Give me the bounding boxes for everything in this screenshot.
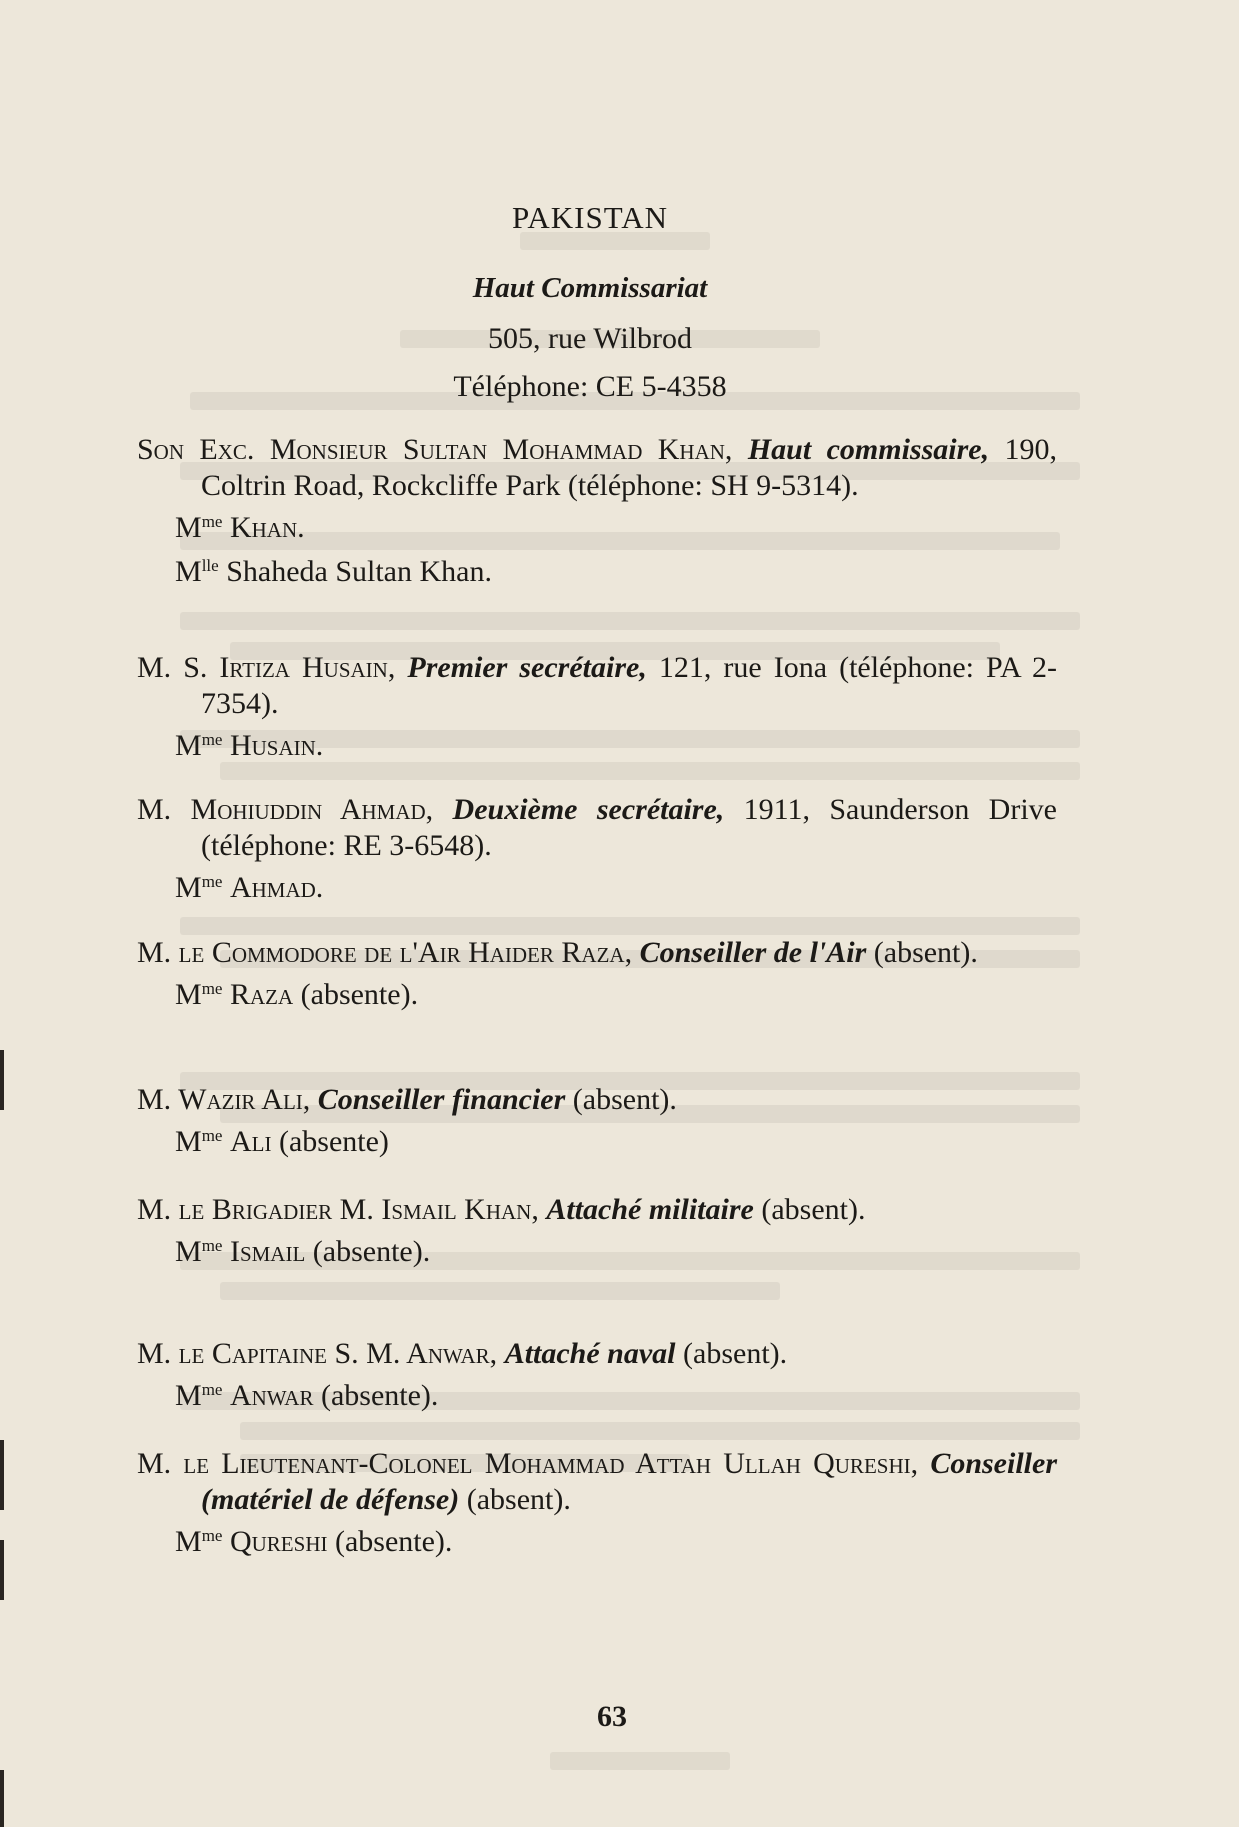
directory-entry xyxy=(137,1446,1057,1560)
spouse-name: Qureshi xyxy=(229,1525,328,1558)
spouse-line xyxy=(137,870,1057,906)
entry-name: M. S. Irtiza Husain, xyxy=(137,651,396,684)
spouse-note: (absente). xyxy=(320,1379,439,1412)
spouse-honorific-sup: me xyxy=(201,872,223,891)
binding-edge xyxy=(0,1050,4,1110)
spouse-name: Ahmad. xyxy=(229,871,324,904)
spouse-name: Husain. xyxy=(229,729,324,762)
spouse-line xyxy=(137,1378,1057,1414)
entry-title: Haut commissaire, xyxy=(747,433,990,466)
spouse-name: Ali xyxy=(229,1125,272,1158)
spouse-honorific-sup: me xyxy=(201,979,223,998)
entry-details: 1911, Saunderson Drive (téléphone: RE 3-6548). xyxy=(201,793,1057,862)
entry-name: M. le Lieutenant-Colonel Mohammad Attah Ullah Qureshi, xyxy=(137,1447,919,1480)
entry-name: M. le Brigadier M. Ismail Khan, xyxy=(137,1193,539,1226)
spouse-name: Khan. xyxy=(229,511,305,544)
spouse-note: (absente). xyxy=(300,978,419,1011)
entry-main xyxy=(137,1082,1057,1118)
spouse-honorific-sup: me xyxy=(201,1236,223,1255)
entry-name: M. le Commodore de l'Air Haider Raza, xyxy=(137,936,633,969)
entry-main xyxy=(137,1336,1057,1372)
entry-details: 121, rue Iona (téléphone: PA 2-7354). xyxy=(201,651,1058,720)
entry-name: M. le Capitaine S. M. Anwar, xyxy=(137,1337,498,1370)
country-heading: PAKISTAN xyxy=(512,200,668,235)
entry-title: Premier secrétaire, xyxy=(407,651,647,684)
directory-entry xyxy=(137,1336,1057,1414)
spouse-honorific-sup: me xyxy=(201,1526,223,1545)
entry-name: Son Exc. Monsieur Sultan Mohammad Khan, xyxy=(137,433,733,466)
directory-entry xyxy=(137,1192,1057,1270)
spouse-honorific: M xyxy=(175,511,202,544)
directory-entry xyxy=(137,792,1057,906)
spouse-honorific: M xyxy=(175,1235,202,1268)
spouse-honorific-sup: me xyxy=(201,730,223,749)
spouse-honorific: M xyxy=(175,1525,202,1558)
spouse-line xyxy=(137,1124,1057,1160)
office-phone: Téléphone: CE 5-4358 xyxy=(453,370,727,403)
spouse-line xyxy=(137,728,1057,764)
spouse-honorific: M xyxy=(175,729,202,762)
spouse-line xyxy=(137,1234,1057,1270)
spouse-name: Raza xyxy=(229,978,294,1011)
office-address: 505, rue Wilbrod xyxy=(487,322,693,355)
entry-title: Deuxième secrétaire, xyxy=(452,793,725,826)
spouse-honorific-sup: me xyxy=(201,512,223,531)
spouse-honorific: M xyxy=(175,978,202,1011)
directory-entry xyxy=(137,1082,1057,1160)
binding-edge xyxy=(0,1540,4,1600)
entry-details: (absent). xyxy=(873,936,978,969)
entry-title: Conseiller xyxy=(930,1447,1057,1480)
binding-edge xyxy=(0,1440,4,1510)
entry-details: (absent). xyxy=(466,1483,571,1516)
entry-name: M. Mohiuddin Ahmad, xyxy=(137,793,434,826)
spouse-name: Ismail xyxy=(229,1235,306,1268)
spouse-honorific: M xyxy=(175,1379,202,1412)
spouse-line xyxy=(137,977,1057,1013)
spouse-honorific: M xyxy=(175,1125,202,1158)
directory-entry xyxy=(137,432,1057,590)
page-number: 63 xyxy=(597,1700,627,1733)
family-honorific-sup: lle xyxy=(201,556,219,575)
entry-details: 190, Coltrin Road, Rockcliffe Park (téléphone: SH 9-5314). xyxy=(201,433,1057,502)
entry-main xyxy=(137,1446,1057,1518)
entry-main xyxy=(137,432,1057,504)
spouse-note: (absente) xyxy=(278,1125,389,1158)
directory-entry xyxy=(137,935,1057,1013)
spouse-honorific-sup: me xyxy=(201,1380,223,1399)
entry-main xyxy=(137,792,1057,864)
entry-main xyxy=(137,650,1057,722)
spouse-name: Anwar xyxy=(229,1379,314,1412)
family-honorific: M xyxy=(175,555,202,588)
spouse-line xyxy=(137,510,1057,546)
spouse-honorific-sup: me xyxy=(201,1126,223,1145)
entry-title: Attaché militaire xyxy=(546,1193,754,1226)
entry-name: M. Wazir Ali, xyxy=(137,1083,311,1116)
spouse-note: (absente). xyxy=(334,1525,453,1558)
spouse-line xyxy=(137,1524,1057,1560)
spouse-honorific: M xyxy=(175,871,202,904)
binding-edge xyxy=(0,1770,4,1827)
entry-details: (absent). xyxy=(761,1193,866,1226)
entry-details: (absent). xyxy=(572,1083,677,1116)
family-member-line xyxy=(137,554,1057,590)
spouse-note: (absente). xyxy=(312,1235,431,1268)
office-heading: Haut Commissariat xyxy=(472,272,708,304)
entry-title: Conseiller financier xyxy=(317,1083,566,1116)
entry-title-paren: (matériel de défense) xyxy=(201,1483,460,1516)
entry-details: (absent). xyxy=(683,1337,788,1370)
entry-main xyxy=(137,935,1057,971)
entry-main xyxy=(137,1192,1057,1228)
entry-title: Conseiller de l'Air xyxy=(639,936,867,969)
directory-entry xyxy=(137,650,1057,764)
family-member-name: Shaheda Sultan Khan. xyxy=(226,555,492,588)
entry-title: Attaché naval xyxy=(504,1337,676,1370)
